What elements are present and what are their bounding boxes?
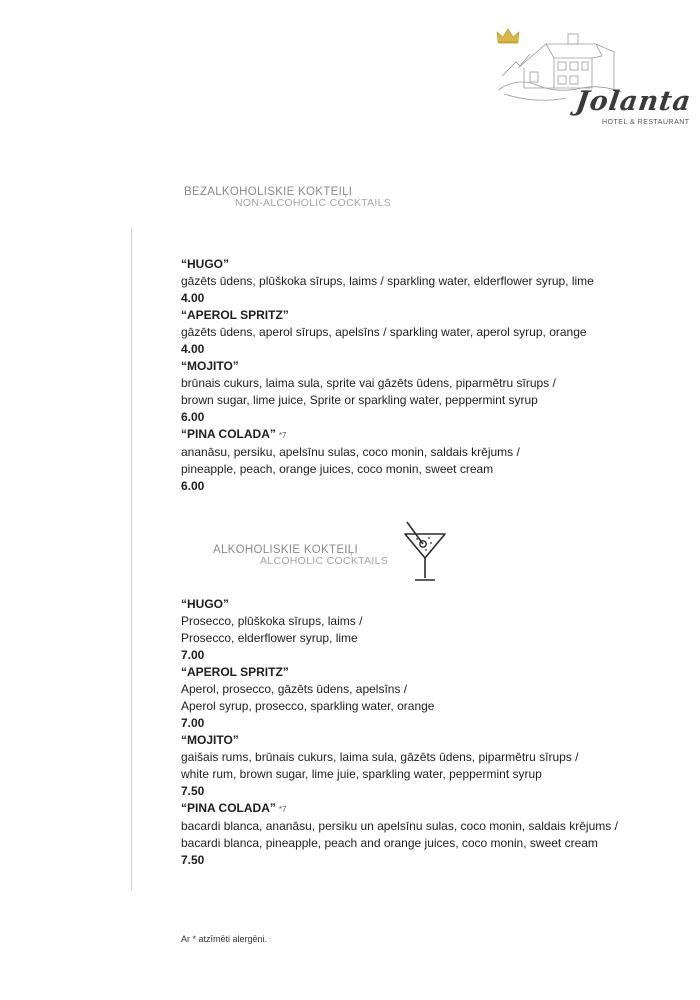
item-price: 7.50 — [181, 784, 205, 798]
menu-item — [181, 800, 681, 869]
item-description: ananāsu, persiku, apelsīnu sulas, coco monin, saldais krējums / — [181, 445, 520, 459]
item-title: “PINA COLADA” — [181, 427, 276, 441]
item-name — [181, 732, 681, 749]
allergen-mark: *7 — [278, 431, 287, 440]
item-description: gaišais rums, brūnais cukurs, laima sula, gāzēts ūdens, piparmētru sīrups / — [181, 750, 579, 764]
item-price: 6.00 — [181, 410, 205, 424]
logo-subtitle: HOTEL & RESTAURANT — [602, 119, 690, 126]
item-title: “APEROL SPRITZ” — [181, 308, 289, 322]
item-title: “MOJITO” — [181, 359, 239, 373]
crown-icon — [496, 28, 520, 44]
item-description: Prosecco, plūškoka sīrups, laims / — [181, 614, 363, 628]
item-title: “HUGO” — [181, 597, 229, 611]
item-price: 7.50 — [181, 853, 205, 867]
item-title: “APEROL SPRITZ” — [181, 665, 289, 679]
item-name — [181, 426, 681, 444]
heading-lv: BEZALKOHOLISKIE KOKTEIĻI — [184, 186, 353, 198]
vertical-divider — [131, 228, 132, 890]
item-description: gāzēts ūdens, aperol sīrups, apelsīns / sparkling water, aperol syrup, orange — [181, 325, 587, 339]
menu-list-alcoholic — [181, 596, 681, 869]
item-description: Prosecco, elderflower syrup, lime — [181, 631, 358, 645]
heading-lv: ALKOHOLISKIE KOKTEIĻI — [213, 544, 358, 556]
martini-glass-icon — [401, 520, 449, 586]
item-price: 4.00 — [181, 342, 205, 356]
item-title: “HUGO” — [181, 257, 229, 271]
item-name — [181, 358, 681, 375]
heading-en: NON-ALCOHOLIC COCKTAILS — [235, 197, 392, 209]
item-name — [181, 307, 681, 324]
heading-en: ALCOHOLIC COCKTAILS — [260, 555, 389, 567]
menu-item — [181, 664, 681, 732]
item-description: pineapple, peach, orange juices, coco monin, sweet cream — [181, 462, 494, 476]
item-description: gāzēts ūdens, plūškoka sīrups, laims / sparkling water, elderflower syrup, lime — [181, 274, 594, 288]
logo-name: Jolanta — [573, 86, 694, 117]
item-description: bacardi blanca, pineapple, peach and orange juices, coco monin, sweet cream — [181, 836, 598, 850]
menu-list-nonalcoholic — [181, 256, 681, 495]
item-description: bacardi blanca, ananāsu, persiku un apelsīnu sulas, coco monin, saldais krējums / — [181, 819, 618, 833]
item-description: white rum, brown sugar, lime juie, sparkling water, peppermint syrup — [181, 767, 542, 781]
allergen-mark: *7 — [278, 805, 287, 814]
item-price: 7.00 — [181, 648, 205, 662]
item-description: Aperol, prosecco, gāzēts ūdens, apelsīns / — [181, 682, 408, 696]
menu-item — [181, 307, 681, 358]
item-name — [181, 664, 681, 681]
item-price: 7.00 — [181, 716, 205, 730]
item-description: Aperol syrup, prosecco, sparkling water, orange — [181, 699, 435, 713]
menu-item — [181, 596, 681, 664]
section-heading-alcoholic — [213, 544, 388, 567]
item-title: “PINA COLADA” — [181, 801, 276, 815]
item-name — [181, 800, 681, 818]
menu-item — [181, 256, 681, 307]
hotel-logo — [496, 28, 694, 138]
section-heading-nonalcoholic — [184, 186, 391, 209]
item-description: brown sugar, lime juice, Sprite or sparkling water, peppermint syrup — [181, 393, 538, 407]
item-description: brūnais cukurs, laima sula, sprite vai gāzēts ūdens, piparmētru sīrups / — [181, 376, 556, 390]
item-title: “MOJITO” — [181, 733, 239, 747]
menu-item — [181, 732, 681, 800]
item-price: 4.00 — [181, 291, 205, 305]
item-name — [181, 596, 681, 613]
menu-item — [181, 358, 681, 426]
menu-item — [181, 426, 681, 495]
item-name — [181, 256, 681, 273]
allergen-footnote: Ar * atzīmēti alergēni. — [181, 934, 268, 944]
item-price: 6.00 — [181, 479, 205, 493]
